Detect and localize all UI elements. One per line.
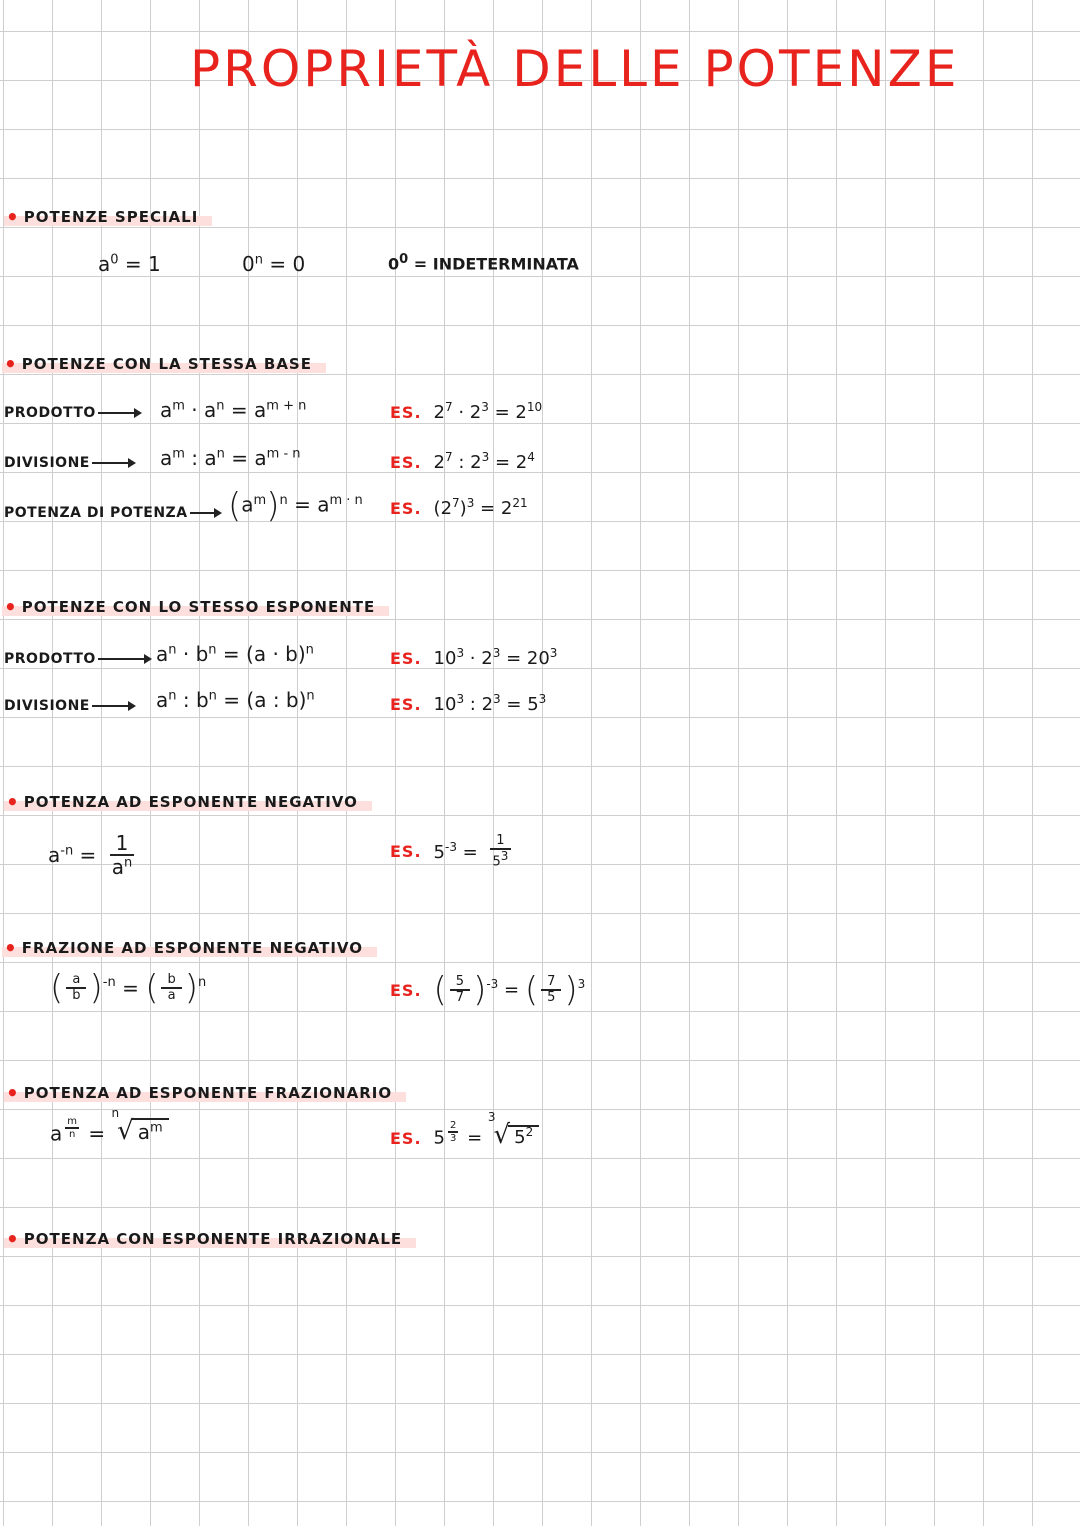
formula-power-of-power: $(a^m)^n = a^{m \cdot n}$ (228, 486, 363, 526)
section-heading-irrational (4, 1229, 416, 1249)
rule-row-power-of-power (4, 502, 220, 521)
rule-label: DIVISIONE (4, 455, 90, 471)
rule-row-product-exp (4, 648, 150, 667)
section-title: POTENZA AD ESPONENTE NEGATIVO (23, 793, 358, 811)
rule-label: POTENZA DI POTENZA (4, 505, 188, 521)
arrow-icon (98, 412, 140, 414)
section-heading-same-base (2, 354, 326, 374)
section-title: POTENZE CON LO STESSO ESPONENTE (21, 598, 376, 616)
section-heading-fractional (4, 1083, 406, 1103)
section-heading-negative (4, 792, 372, 812)
arrow-icon (92, 705, 134, 707)
section-title: POTENZE CON LA STESSA BASE (21, 355, 312, 373)
formula-division-same-base: $a^m$ : $a^n = a^{m - n}$ (160, 446, 301, 470)
formula-division-same-exp: $a^n$ : $b^n = (a$ : b)$^n$ (156, 688, 315, 712)
bullet-icon: • (6, 205, 20, 229)
example-negative-exponent: ES. $5^{-3}$ = $\frac{1}{5^3}$ (390, 834, 517, 870)
arrow-icon (92, 462, 134, 464)
section-heading-fraction-negative (2, 938, 377, 958)
formula-negative-exponent: $a^{-n}$ = $\frac{1}{a^n}$ (48, 832, 141, 878)
example-division-same-base: ES. $2^7$ : $2^3 = 2^4$ (390, 450, 535, 473)
formula-indeterminate: $0^0$ = INDETERMINATA (388, 252, 579, 274)
rule-label: PRODOTTO (4, 651, 96, 667)
rule-label: PRODOTTO (4, 405, 96, 421)
formula-product-same-exp: $a^n \cdot b^n = (a \cdot b)^n$ (156, 642, 314, 666)
section-title: POTENZA CON ESPONENTE IRRAZIONALE (23, 1230, 403, 1248)
formula-product-same-base: $a^m \cdot a^n = a^{m + n}$ (160, 398, 307, 422)
bullet-icon: • (6, 1081, 20, 1105)
example-product-same-base: ES. $2^7 \cdot 2^3 = 2^{10}$ (390, 400, 543, 423)
arrow-icon (98, 658, 150, 660)
formula-fraction-negative: ( $\frac{a}{b}$ )$^{-n}$ = ( $\frac{b}{a}$ )$^n$ (50, 968, 207, 1008)
section-heading-same-exponent (2, 597, 389, 617)
formula-zero-exponent: $a^0 = 1$ (98, 252, 161, 276)
bullet-icon: • (6, 790, 20, 814)
rule-row-product (4, 402, 140, 421)
example-division-same-exp: ES. $10^3$ : $2^3 = 5^3$ (390, 692, 547, 715)
rule-label: DIVISIONE (4, 698, 90, 714)
root-icon: √ (117, 1116, 134, 1146)
root-icon: √ (493, 1120, 511, 1150)
rule-row-division (4, 452, 134, 471)
example-product-same-exp: ES. $10^3 \cdot 2^3 = 20^3$ (390, 646, 558, 669)
bullet-icon: • (4, 595, 18, 619)
bullet-icon: • (4, 936, 18, 960)
page-title: PROPRIETÀ DELLE POTENZE (190, 40, 960, 98)
section-title: POTENZE SPECIALI (23, 208, 199, 226)
example-fractional-exponent: ES. 5 $\frac{2}{3}$ = $^3$√ $5^2$ (390, 1120, 539, 1150)
formula-zero-base: $0^n = 0$ (242, 252, 306, 276)
bullet-icon: • (6, 1227, 20, 1251)
section-title: POTENZA AD ESPONENTE FRAZIONARIO (23, 1084, 393, 1102)
rule-row-division-exp (4, 695, 134, 714)
bullet-icon: • (4, 352, 18, 376)
section-heading-special (4, 207, 212, 227)
example-fraction-negative: ES. ( $\frac{5}{7}$ )$^{-3}$ = ( $\frac{7}{5}$ )$^3$ (390, 970, 586, 1010)
arrow-icon (190, 512, 220, 514)
example-power-of-power: ES. $(2^7)^3 = 2^{21}$ (390, 496, 528, 519)
section-title: FRAZIONE AD ESPONENTE NEGATIVO (21, 939, 364, 957)
formula-fractional-exponent: a $\frac{m}{n}$ = $^n$√ $a^m$ (50, 1116, 169, 1146)
